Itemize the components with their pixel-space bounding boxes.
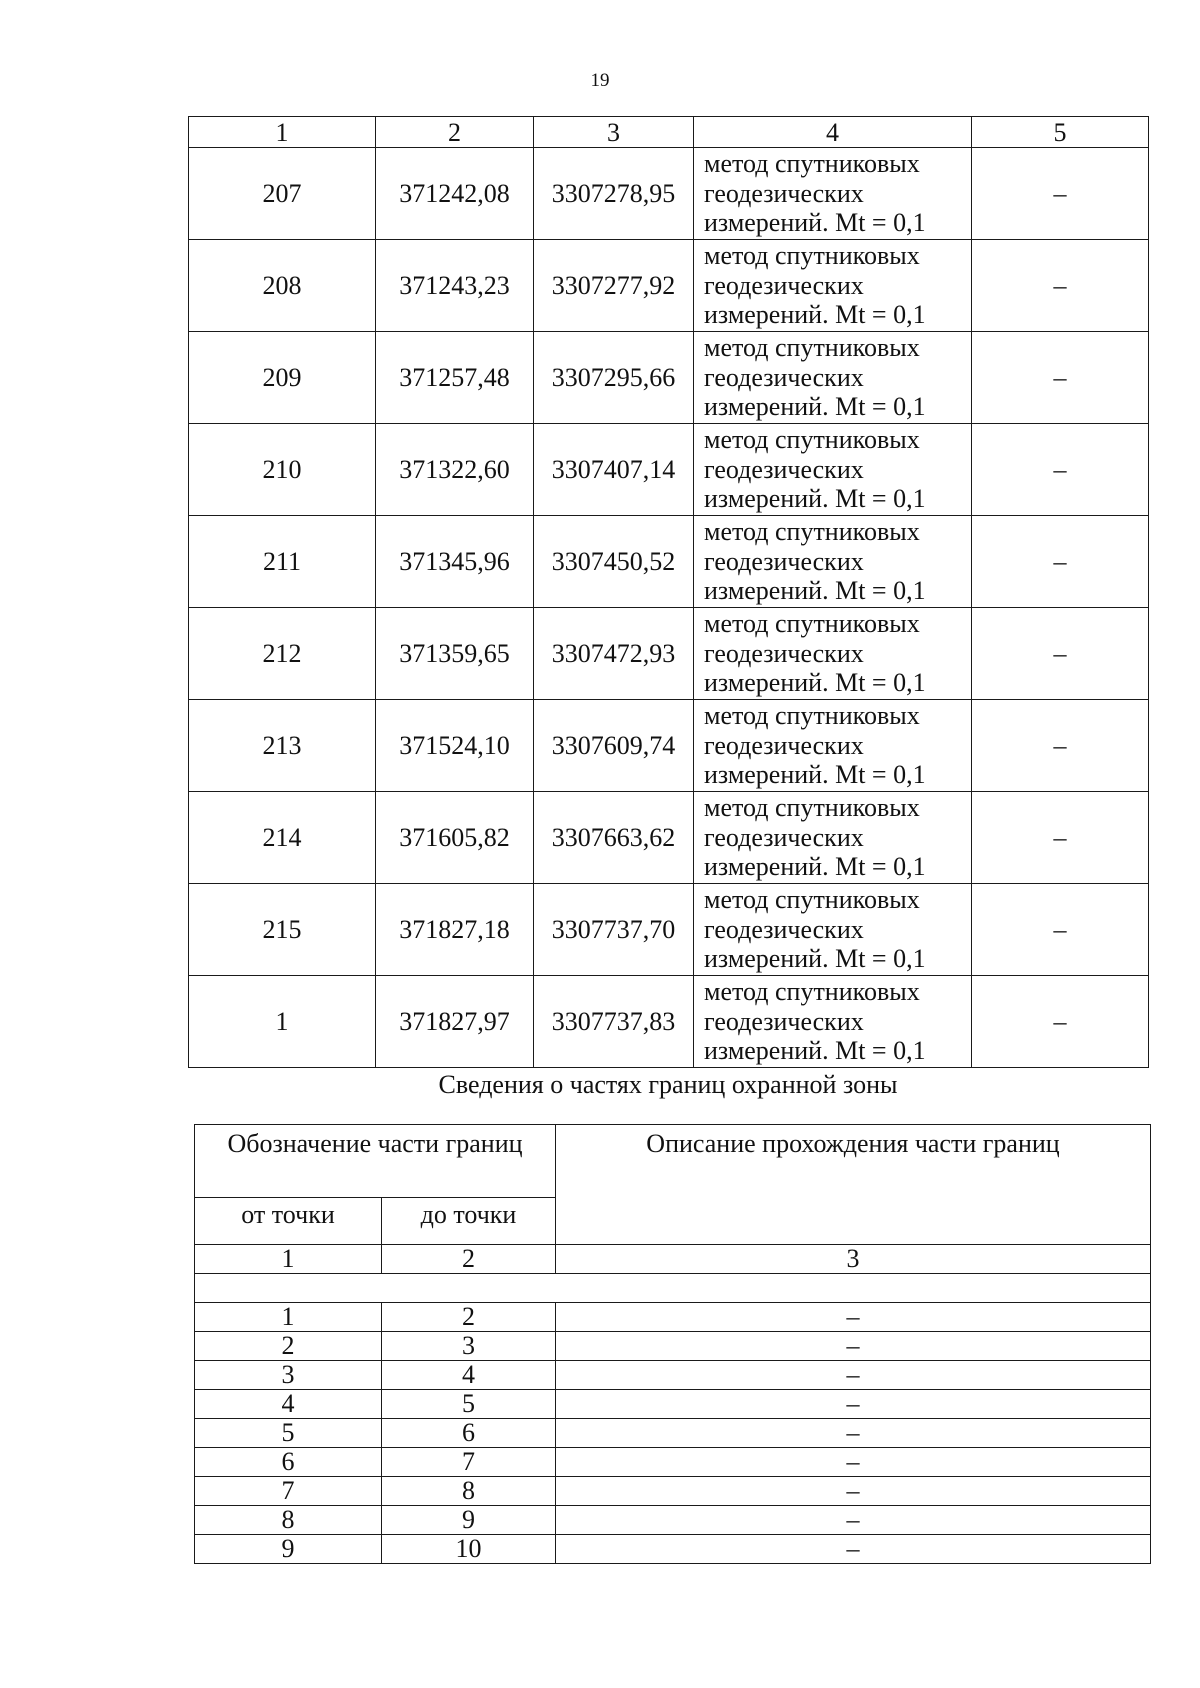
measurement-method: [694, 332, 972, 424]
method-line: геодезических: [704, 178, 864, 208]
to-point: 2: [382, 1303, 556, 1332]
method-line: измерений. Mt = 0,1: [704, 1036, 926, 1066]
from-point: 4: [195, 1390, 382, 1419]
column-number-header: 2: [376, 117, 534, 148]
point-number: 209: [189, 332, 376, 424]
method-line: измерений. Mt = 0,1: [704, 852, 926, 882]
method-line: измерений. Mt = 0,1: [704, 208, 926, 238]
section-caption: Сведения о частях границ охранной зоны: [438, 1070, 898, 1099]
point-number: 207: [189, 148, 376, 240]
method-line: метод спутниковых: [704, 241, 920, 271]
part-description: –: [556, 1506, 1151, 1535]
to-point: 8: [382, 1477, 556, 1506]
note-cell: –: [972, 516, 1149, 608]
to-point: 9: [382, 1506, 556, 1535]
method-line: геодезических: [704, 362, 864, 392]
x-coordinate: 371243,23: [376, 240, 534, 332]
coordinates-table: [188, 116, 1149, 1068]
method-line: геодезических: [704, 914, 864, 944]
note-cell: –: [972, 608, 1149, 700]
table-row: [195, 1506, 1151, 1535]
measurement-method: [694, 976, 972, 1068]
method-line: метод спутниковых: [704, 885, 920, 915]
parts-header-row: [195, 1125, 1151, 1198]
to-point: 5: [382, 1390, 556, 1419]
part-description: –: [556, 1477, 1151, 1506]
from-point-header: от точки: [195, 1198, 382, 1245]
method-line: измерений. Mt = 0,1: [704, 576, 926, 606]
x-coordinate: 371827,97: [376, 976, 534, 1068]
table-row: [195, 1361, 1151, 1390]
from-point: 8: [195, 1506, 382, 1535]
point-number: 211: [189, 516, 376, 608]
method-line: измерений. Mt = 0,1: [704, 760, 926, 790]
part-description: –: [556, 1361, 1151, 1390]
measurement-method: [694, 424, 972, 516]
point-number: 214: [189, 792, 376, 884]
x-coordinate: 371827,18: [376, 884, 534, 976]
to-point: 4: [382, 1361, 556, 1390]
y-coordinate: 3307278,95: [534, 148, 694, 240]
part-description: –: [556, 1448, 1151, 1477]
point-number: 1: [189, 976, 376, 1068]
y-coordinate: 3307277,92: [534, 240, 694, 332]
method-line: метод спутниковых: [704, 609, 920, 639]
to-point-header: до точки: [382, 1198, 556, 1245]
method-line: измерений. Mt = 0,1: [704, 300, 926, 330]
table-row: [195, 1390, 1151, 1419]
boundary-parts-table: [194, 1124, 1151, 1564]
table-row: [195, 1477, 1151, 1506]
to-point: 7: [382, 1448, 556, 1477]
method-line: геодезических: [704, 730, 864, 760]
x-coordinate: 371257,48: [376, 332, 534, 424]
from-point: 3: [195, 1361, 382, 1390]
point-number: 212: [189, 608, 376, 700]
table-row: [189, 424, 1149, 516]
x-coordinate: 371359,65: [376, 608, 534, 700]
designation-header: Обозначение части границ: [195, 1125, 556, 1198]
method-line: геодезических: [704, 638, 864, 668]
x-coordinate: 371242,08: [376, 148, 534, 240]
measurement-method: [694, 608, 972, 700]
table-row: [189, 148, 1149, 240]
method-line: геодезических: [704, 1006, 864, 1036]
method-line: метод спутниковых: [704, 793, 920, 823]
column-number-header: 4: [694, 117, 972, 148]
measurement-method: [694, 884, 972, 976]
method-line: метод спутниковых: [704, 425, 920, 455]
parts-column-numbers-row: [195, 1245, 1151, 1274]
y-coordinate: 3307609,74: [534, 700, 694, 792]
from-point: 2: [195, 1332, 382, 1361]
column-number-header: 2: [382, 1245, 556, 1274]
from-point: 6: [195, 1448, 382, 1477]
to-point: 6: [382, 1419, 556, 1448]
part-description: –: [556, 1390, 1151, 1419]
table-row: [189, 240, 1149, 332]
table-row: [189, 884, 1149, 976]
y-coordinate: 3307737,83: [534, 976, 694, 1068]
column-number-header: 3: [556, 1245, 1151, 1274]
table-row: [195, 1448, 1151, 1477]
table-row: [195, 1303, 1151, 1332]
method-line: геодезических: [704, 546, 864, 576]
table-row: [195, 1419, 1151, 1448]
note-cell: –: [972, 332, 1149, 424]
page-number: 19: [590, 70, 610, 91]
to-point: 10: [382, 1535, 556, 1564]
table-row: [189, 792, 1149, 884]
y-coordinate: 3307450,52: [534, 516, 694, 608]
x-coordinate: 371322,60: [376, 424, 534, 516]
x-coordinate: 371524,10: [376, 700, 534, 792]
column-number-header: 1: [189, 117, 376, 148]
coordinates-header-row: [189, 117, 1149, 148]
measurement-method: [694, 792, 972, 884]
y-coordinate: 3307737,70: [534, 884, 694, 976]
empty-row: [195, 1274, 1151, 1303]
y-coordinate: 3307295,66: [534, 332, 694, 424]
point-number: 210: [189, 424, 376, 516]
x-coordinate: 371345,96: [376, 516, 534, 608]
part-description: –: [556, 1303, 1151, 1332]
table-row: [189, 332, 1149, 424]
note-cell: –: [972, 240, 1149, 332]
y-coordinate: 3307472,93: [534, 608, 694, 700]
method-line: измерений. Mt = 0,1: [704, 392, 926, 422]
method-line: геодезических: [704, 270, 864, 300]
description-header: Описание прохождения части границ: [556, 1125, 1151, 1245]
method-line: измерений. Mt = 0,1: [704, 668, 926, 698]
measurement-method: [694, 700, 972, 792]
column-number-header: 3: [534, 117, 694, 148]
note-cell: –: [972, 792, 1149, 884]
method-line: метод спутниковых: [704, 701, 920, 731]
point-number: 213: [189, 700, 376, 792]
method-line: измерений. Mt = 0,1: [704, 484, 926, 514]
empty-cell: [195, 1274, 1151, 1303]
note-cell: –: [972, 884, 1149, 976]
y-coordinate: 3307663,62: [534, 792, 694, 884]
to-point: 3: [382, 1332, 556, 1361]
method-line: метод спутниковых: [704, 149, 920, 179]
method-line: геодезических: [704, 822, 864, 852]
table-row: [195, 1535, 1151, 1564]
note-cell: –: [972, 424, 1149, 516]
from-point: 1: [195, 1303, 382, 1332]
part-description: –: [556, 1419, 1151, 1448]
part-description: –: [556, 1535, 1151, 1564]
table-row: [189, 516, 1149, 608]
note-cell: –: [972, 148, 1149, 240]
measurement-method: [694, 240, 972, 332]
table-row: [189, 700, 1149, 792]
method-line: метод спутниковых: [704, 977, 920, 1007]
note-cell: –: [972, 976, 1149, 1068]
table-row: [189, 976, 1149, 1068]
y-coordinate: 3307407,14: [534, 424, 694, 516]
from-point: 7: [195, 1477, 382, 1506]
from-point: 9: [195, 1535, 382, 1564]
table-row: [195, 1332, 1151, 1361]
from-point: 5: [195, 1419, 382, 1448]
method-line: метод спутниковых: [704, 517, 920, 547]
column-number-header: 1: [195, 1245, 382, 1274]
method-line: геодезических: [704, 454, 864, 484]
note-cell: –: [972, 700, 1149, 792]
x-coordinate: 371605,82: [376, 792, 534, 884]
table-row: [189, 608, 1149, 700]
point-number: 208: [189, 240, 376, 332]
measurement-method: [694, 148, 972, 240]
part-description: –: [556, 1332, 1151, 1361]
point-number: 215: [189, 884, 376, 976]
method-line: метод спутниковых: [704, 333, 920, 363]
measurement-method: [694, 516, 972, 608]
method-line: измерений. Mt = 0,1: [704, 944, 926, 974]
column-number-header: 5: [972, 117, 1149, 148]
